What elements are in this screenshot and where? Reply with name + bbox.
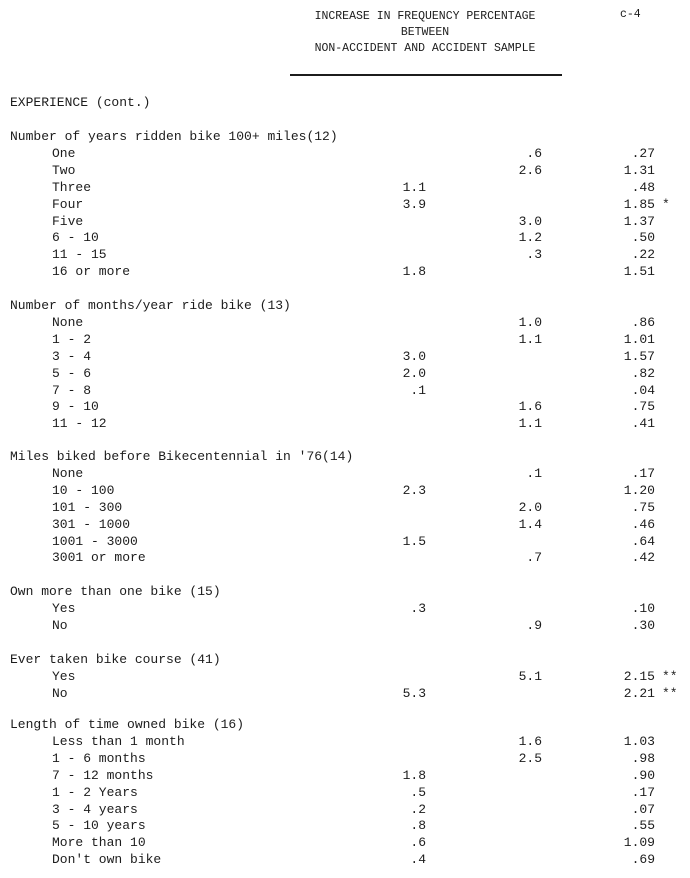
- table-row: [0, 365, 690, 382]
- row-label: Less than 1 month: [52, 733, 185, 749]
- row-label: 16 or more: [52, 264, 131, 280]
- table-row: [0, 549, 690, 566]
- value-col-3: 1.03: [623, 733, 655, 749]
- row-label: One: [52, 145, 76, 161]
- table-row: [0, 314, 690, 331]
- row-label: Two: [52, 162, 76, 178]
- row-label: Five: [52, 213, 84, 229]
- group-title-text: Number of months/year ride bike (13): [10, 298, 291, 313]
- header-line-3: NON-ACCIDENT AND ACCIDENT SAMPLE: [314, 42, 536, 55]
- row-label: 7 - 12 months: [52, 767, 154, 783]
- value-col-3: 1.51: [623, 264, 655, 280]
- table-row: [0, 668, 690, 685]
- value-col-1: 2.0: [402, 365, 426, 381]
- table-row: [0, 246, 690, 263]
- value-col-1: .5: [410, 784, 426, 800]
- value-col-1: 3.0: [402, 348, 426, 364]
- table-row: [0, 817, 690, 834]
- value-col-2: 5.1: [518, 668, 542, 684]
- value-col-3: .22: [631, 247, 655, 263]
- table-row: [0, 784, 690, 801]
- value-col-1: 1.1: [402, 179, 426, 195]
- group-title-text: Miles biked before Bikecentennial in '76(14): [10, 449, 354, 464]
- section-title: [0, 94, 690, 111]
- value-col-2: 1.1: [518, 331, 542, 347]
- table-row: [0, 617, 690, 634]
- value-col-3: .04: [631, 382, 655, 398]
- value-col-1: .1: [410, 382, 426, 398]
- row-label: 11 - 15: [52, 247, 107, 263]
- header-line-2: BETWEEN: [400, 26, 450, 39]
- value-col-2: 2.5: [518, 750, 542, 766]
- value-col-3: .50: [631, 230, 655, 246]
- table-row: [0, 263, 690, 280]
- group-title: [0, 583, 690, 600]
- row-label: 3001 or more: [52, 550, 146, 566]
- value-col-2: .3: [526, 247, 542, 263]
- header-rule: [290, 74, 562, 76]
- row-label: 1 - 6 months: [52, 750, 146, 766]
- table-row: [0, 229, 690, 246]
- value-col-2: 1.1: [518, 416, 542, 432]
- value-col-2: 3.0: [518, 213, 542, 229]
- row-label: 1 - 2 Years: [52, 784, 138, 800]
- value-col-3: .07: [631, 801, 655, 817]
- value-col-1: 1.5: [402, 533, 426, 549]
- group-title: [0, 448, 690, 465]
- group-title-text: Own more than one bike (15): [10, 584, 221, 599]
- value-col-3: .64: [631, 533, 655, 549]
- row-label: Yes: [52, 600, 76, 616]
- page-number: c-4: [620, 8, 641, 21]
- group-title-text: Number of years ridden bike 100+ miles(12): [10, 129, 338, 144]
- header-line-1: INCREASE IN FREQUENCY PERCENTAGE: [314, 10, 536, 23]
- value-col-2: .1: [526, 465, 542, 481]
- value-col-2: 1.0: [518, 314, 542, 330]
- row-label: 11 - 12: [52, 416, 107, 432]
- value-col-1: .6: [410, 835, 426, 851]
- value-col-3: .41: [631, 416, 655, 432]
- group-title-text: Ever taken bike course (41): [10, 652, 221, 667]
- row-label: More than 10: [52, 835, 146, 851]
- table-row: [0, 348, 690, 365]
- value-col-3: 1.37: [623, 213, 655, 229]
- section-title-text: EXPERIENCE (cont.): [10, 95, 151, 110]
- row-label: 1 - 2: [52, 331, 92, 347]
- row-label: Four: [52, 196, 84, 212]
- row-label: 9 - 10: [52, 399, 99, 415]
- row-label: 6 - 10: [52, 230, 99, 246]
- value-col-1: .8: [410, 818, 426, 834]
- table-row: [0, 145, 690, 162]
- table-row: [0, 516, 690, 533]
- value-col-3: 1.20: [623, 482, 655, 498]
- value-col-3: .69: [631, 852, 655, 868]
- value-col-1: 2.3: [402, 482, 426, 498]
- value-col-3: 1.85: [623, 196, 655, 212]
- group-title: [0, 297, 690, 314]
- table-row: [0, 685, 690, 702]
- table-row: [0, 733, 690, 750]
- value-col-2: 1.2: [518, 230, 542, 246]
- value-col-3: .10: [631, 600, 655, 616]
- table-row: [0, 482, 690, 499]
- group-title-text: Length of time owned bike (16): [10, 717, 245, 732]
- table-row: [0, 851, 690, 868]
- table-row: [0, 465, 690, 482]
- group-title: [0, 128, 690, 145]
- value-col-3: 1.57: [623, 348, 655, 364]
- value-col-2: .6: [526, 145, 542, 161]
- value-col-3: 1.09: [623, 835, 655, 851]
- table-row: [0, 415, 690, 432]
- value-col-3: .30: [631, 617, 655, 633]
- table-row: [0, 398, 690, 415]
- table-row: [0, 213, 690, 230]
- value-col-3: .75: [631, 499, 655, 515]
- row-label: Three: [52, 179, 92, 195]
- table-row: [0, 179, 690, 196]
- table-row: [0, 499, 690, 516]
- value-col-3: 2.21: [623, 685, 655, 701]
- row-label: 3 - 4 years: [52, 801, 138, 817]
- value-col-2: 1.4: [518, 516, 542, 532]
- row-label: None: [52, 314, 84, 330]
- row-label: No: [52, 617, 68, 633]
- value-col-3: .17: [631, 465, 655, 481]
- value-col-1: 3.9: [402, 196, 426, 212]
- group-title: [0, 651, 690, 668]
- table-row: [0, 196, 690, 213]
- table-row: [0, 767, 690, 784]
- value-col-2: .7: [526, 550, 542, 566]
- value-col-2: 1.6: [518, 399, 542, 415]
- value-col-3: .42: [631, 550, 655, 566]
- significance-mark: **: [662, 668, 678, 684]
- value-col-3: .86: [631, 314, 655, 330]
- row-label: 5 - 6: [52, 365, 92, 381]
- value-col-2: .9: [526, 617, 542, 633]
- value-col-3: .48: [631, 179, 655, 195]
- value-col-2: 2.0: [518, 499, 542, 515]
- table-row: [0, 750, 690, 767]
- value-col-3: 1.31: [623, 162, 655, 178]
- value-col-3: .17: [631, 784, 655, 800]
- table-row: [0, 382, 690, 399]
- row-label: 10 - 100: [52, 482, 115, 498]
- row-label: 1001 - 3000: [52, 533, 138, 549]
- table-row: [0, 162, 690, 179]
- table-row: [0, 834, 690, 851]
- row-label: 101 - 300: [52, 499, 123, 515]
- row-label: 7 - 8: [52, 382, 92, 398]
- significance-mark: **: [662, 685, 678, 701]
- value-col-3: .82: [631, 365, 655, 381]
- row-label: Yes: [52, 668, 76, 684]
- value-col-3: .27: [631, 145, 655, 161]
- table-row: [0, 533, 690, 550]
- value-col-1: .4: [410, 852, 426, 868]
- value-col-3: .75: [631, 399, 655, 415]
- value-col-3: .46: [631, 516, 655, 532]
- row-label: 3 - 4: [52, 348, 92, 364]
- row-label: No: [52, 685, 68, 701]
- value-col-1: .3: [410, 600, 426, 616]
- row-label: 301 - 1000: [52, 516, 131, 532]
- value-col-2: 2.6: [518, 162, 542, 178]
- significance-mark: *: [662, 196, 670, 212]
- value-col-1: 1.8: [402, 767, 426, 783]
- table-row: [0, 331, 690, 348]
- value-col-3: .55: [631, 818, 655, 834]
- value-col-1: .2: [410, 801, 426, 817]
- row-label: 5 - 10 years: [52, 818, 146, 834]
- row-label: Don't own bike: [52, 852, 162, 868]
- row-label: None: [52, 465, 84, 481]
- value-col-3: .90: [631, 767, 655, 783]
- value-col-1: 5.3: [402, 685, 426, 701]
- value-col-1: 1.8: [402, 264, 426, 280]
- value-col-2: 1.6: [518, 733, 542, 749]
- value-col-3: 2.15: [623, 668, 655, 684]
- table-row: [0, 600, 690, 617]
- value-col-3: .98: [631, 750, 655, 766]
- value-col-3: 1.01: [623, 331, 655, 347]
- group-title: [0, 716, 690, 733]
- table-row: [0, 801, 690, 818]
